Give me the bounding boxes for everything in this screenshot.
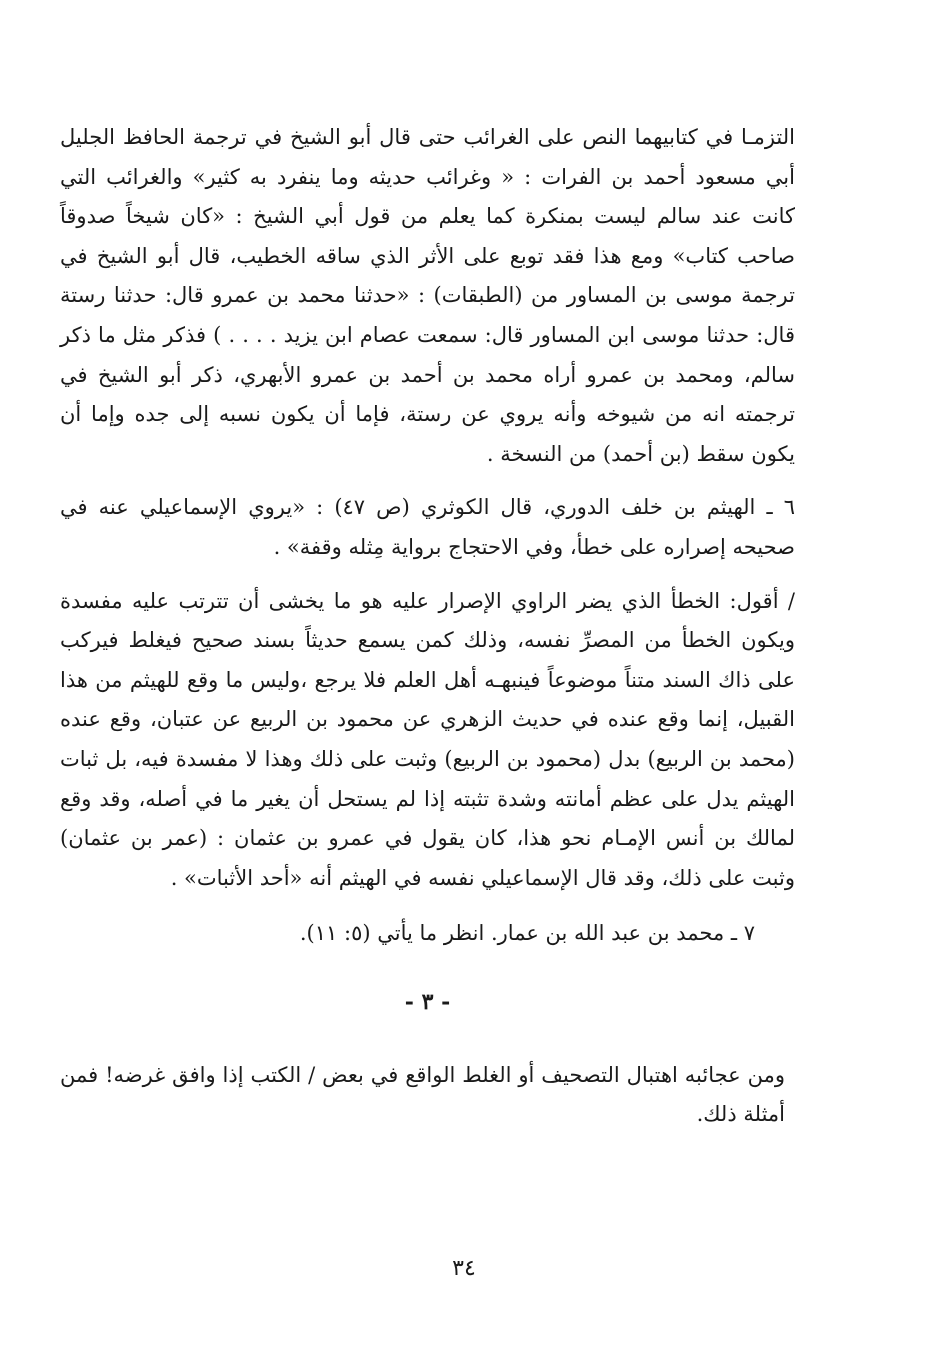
page-number: ٣٤: [452, 1256, 476, 1281]
paragraph-2: ٦ ـ الهيثم بن خلف الدوري، قال الكوثري (ص ٤٧) : «يروي الإسماعيلي عنه في صحيحه إصراره على خطأ، وفي الاحتجاج برواية مِثله وقفة» .: [60, 495, 795, 559]
paragraph-3: / أقول: الخطأ الذي يضر الراوي الإصرار عليه هو ما يخشى أن تترتب عليه مفسدة ويكون الخطأ من المصرِّ نفسه، وذلك كمن يسمع حديثاً بسند صحيح فيغلط فيركب على ذاك السند متناً موضوعاً فينبهـه أهل العلم فلا يرجع ،وليس ما وقع للهيثم من هذا القبيل، إنما وقع عنده في حديث الزهري عن محمود بن الربيع عن عتبان، وقع عنده (محمد بن الربيع) بدل (محمود بن الربيع) وثبت على ذلك وهذا لا مفسدة فيه، بل ثبات الهيثم يدل على عظم أمانته وشدة تثبته إذا لم يستحل أن يغير ما في أصله، وقد وقع لمالك بن أنس الإمـام نحو هذا، كان يقول في عمرو بن عثمان : (عمر بن عثمان) وثبت على ذلك، وقد قال الإسماعيلي نفسه في الهيثم أنه «أحد الأثبات» .: [60, 588, 795, 890]
page-body: [60, 118, 795, 1135]
paragraph-5: ومن عجائبه اهتبال التصحيف أو الغلط الواقع في بعض / الكتب إذا وافق غرضه! فمن أمثلة ذلك.: [60, 1062, 785, 1127]
paragraph-4: ٧ ـ محمد بن عبد الله بن عمار. انظر ما يأتي (٥: ١١).: [299, 921, 755, 946]
paragraph-1: التزمـا في كتابيهما النص على الغرائب حتى قال أبو الشيخ في ترجمة الحافظ الجليل أبي مسعود أحمد بن الفرات : « وغرائب حديثه وما ينفرد به كثير» والغرائب التي كانت عند سالم ليست بمنكرة كما يعلم من قول أبي الشيخ : «كان شيخاً صدوقاً صاحب كتاب» ومع هذا فقد توبع على الأثر الذي ساقه الخطيب، قال أبو الشيخ في ترجمة موسى بن المساور من (الطبقات) : «حدثنا محمد بن عمرو قال: حدثنا رستة قال: حدثنا موسى ابن المساور قال: سمعت عصام ابن يزيد . . . . ) فذكر مثل ما ذكر سالم، ومحمد بن عمرو أراه محمد بن أحمد بن عمرو الأبهري، ذكر أبو الشيخ في ترجمته انه من شيوخه وأنه يروي عن رستة، فإما أن يكون نسبه إلى جده وإما أن يكون سقط (بن أحمد) من النسخة .: [60, 125, 795, 466]
section-number: - ٣ -: [404, 988, 451, 1015]
